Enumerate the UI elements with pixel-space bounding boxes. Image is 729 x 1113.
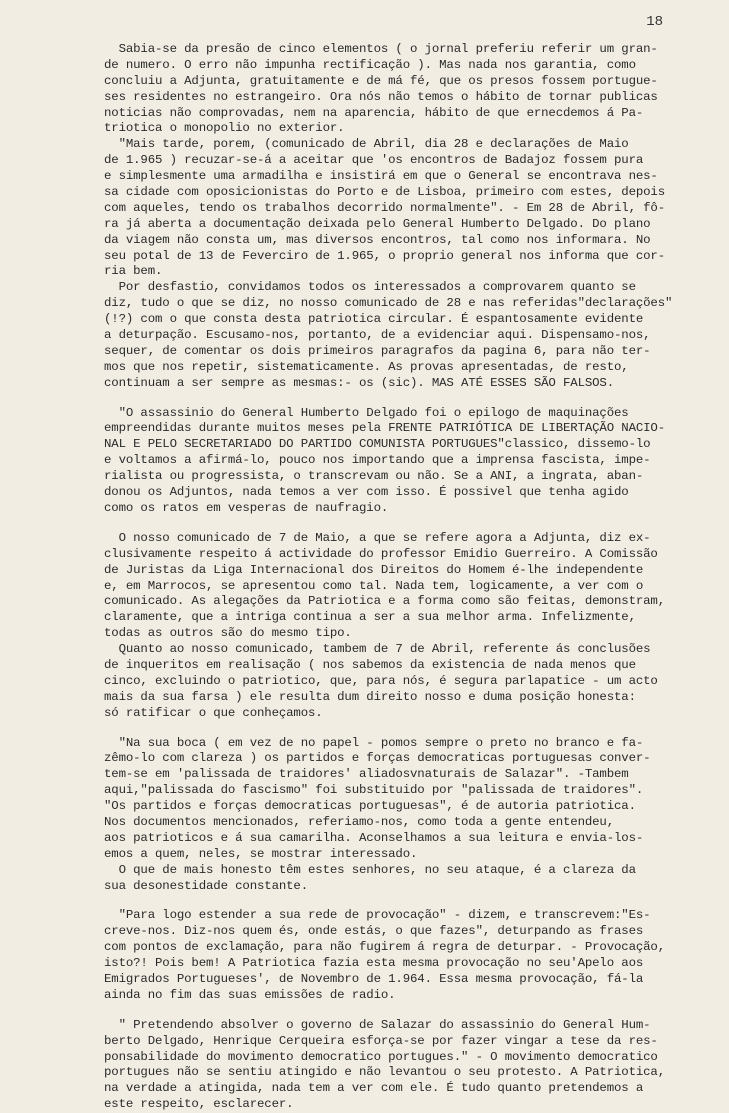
text-line: todas as outros são do mesmo tipo. <box>104 626 352 641</box>
paragraph-gap <box>104 722 689 736</box>
text-line: mais da sua farsa ) ele resulta dum direito nosso e duma posição honesta: <box>104 689 636 704</box>
text-line: cinco, excluindo o patriotico, que, para nós, é segura parlapatice - um acto <box>104 673 658 688</box>
paragraph-gap <box>104 392 689 406</box>
text-line: sequer, de comentar os dois primeiros paragrafos da pagina 6, para não ter- <box>104 343 651 358</box>
text-line: ses residentes no estrangeiro. Ora nós não temos o hábito de tornar publicas <box>104 89 658 104</box>
text-line: O nosso comunicado de 7 de Maio, a que se refere agora a Adjunta, diz ex- <box>104 530 651 545</box>
text-line: continuam a ser sempre as mesmas:- os (sic). MAS ATÉ ESSES SÃO FALSOS. <box>104 375 614 390</box>
text-line: "Os partidos e forças democraticas portuguesas", é de autoria patriotica. <box>104 799 636 814</box>
text-line: " Pretendendo absolver o governo de Salazar do assassinio do General Hum- <box>104 1017 651 1032</box>
text-line: rialista ou progressista, o transcrevam ou não. Se a ANI, a ingrata, aban- <box>104 469 644 484</box>
text-line: diz, tudo o que se diz, no nosso comunicado de 28 e nas referidas"declarações" <box>104 296 673 311</box>
text-line: berto Delgado, Henrique Cerqueira esforça-se por fazer vingar a tese da res- <box>104 1033 658 1048</box>
text-line: Quanto ao nosso comunicado, tambem de 7 de Abril, referente ás conclusões <box>104 642 651 657</box>
text-line: Emigrados Portugueses', de Novembro de 1.964. Essa mesma provocação, fá-la <box>104 971 644 986</box>
text-line: Por desfastio, convidamos todos os interessados a comprovarem quanto se <box>104 280 636 295</box>
text-line: O que de mais honesto têm estes senhores, no seu ataque, é a clareza da <box>104 862 636 877</box>
text-line: donou os Adjuntos, nada temos a ver com isso. É possivel que tenha agido <box>104 485 629 500</box>
paragraph-gap <box>104 517 689 531</box>
text-line: de Juristas da Liga Internacional dos Direitos do Homem é-lhe independente <box>104 562 644 577</box>
paragraph <box>104 406 689 517</box>
text-line: e, em Marrocos, se apresentou como tal. Nada tem, logicamente, a ver com o <box>104 578 644 593</box>
text-line: (!?) com o que consta desta patriotica circular. É espantosamente evidente <box>104 312 644 327</box>
text-line: aos patrioticos e á sua camarilha. Aconselhamos a sua leitura e envia-los- <box>104 830 644 845</box>
text-line: e simplesmente uma armadilha e insistirá em que o General se encontrava nes- <box>104 169 658 184</box>
text-line: empreendidas durante muitos meses pela FRENTE PATRIÓTICA DE LIBERTAÇÃO NACIO- <box>104 421 665 436</box>
text-line: emos a quem, neles, se mostrar interessado. <box>104 846 418 861</box>
text-line: "Mais tarde, porem, (comunicado de Abril, dia 28 e declarações de Maio <box>104 137 629 152</box>
text-line: zêmo-lo com clareza ) os partidos e forças democraticas portuguesas conver- <box>104 751 651 766</box>
text-line: NAL E PELO SECRETARIADO DO PARTIDO COMUNISTA PORTUGUES"classico, dissemo-lo <box>104 437 651 452</box>
text-line: ria bem. <box>104 264 163 279</box>
paragraph <box>104 42 689 392</box>
text-line: noticias não comprovadas, nem na aparencia, hábito de que ernecdemos á Pa- <box>104 105 644 120</box>
text-line: de 1.965 ) recuzar-se-á a aceitar que 'os encontros de Badajoz fossem pura <box>104 153 644 168</box>
text-line: sa cidade com oposicionistas do Porto e de Lisboa, primeiro com estes, depois <box>104 185 665 200</box>
text-line: na verdade a atingida, nada tem a ver com ele. É tudo quanto pretendemos a <box>104 1081 644 1096</box>
text-line: "Na sua boca ( em vez de no papel - pomos sempre o preto no branco e fa- <box>104 735 644 750</box>
text-line: "Para logo estender a sua rede de provocação" - dizem, e transcrevem:"Es- <box>104 908 651 923</box>
text-line: ainda no fim das suas emissões de radio. <box>104 987 396 1002</box>
text-line: "O assassinio do General Humberto Delgado foi o epilogo de maquinações <box>104 405 629 420</box>
text-line: a deturpação. Escusamo-nos, portanto, de a evidenciar aqui. Dispensamo-nos, <box>104 328 651 343</box>
text-line: com aqueles, tendo os trabalhos decorrido normalmente". - Em 28 de Abril, fô- <box>104 200 665 215</box>
page-number: 18 <box>646 14 663 30</box>
text-line: e voltamos a afirmá-lo, pouco nos importando que a imprensa fascista, impe- <box>104 453 651 468</box>
text-line: tem-se em 'palissada de traidores' aliadosvnaturais de Salazar". -Tambem <box>104 767 629 782</box>
paragraph-gap <box>104 894 689 908</box>
text-line: Sabia-se da presão de cinco elementos ( o jornal preferiu referir um gran- <box>104 42 658 56</box>
text-line: aqui,"palissada do fascismo" foi substituido por "palissada de traidores". <box>104 783 644 798</box>
text-line: clusivamente respeito á actividade do professor Emidio Guerreiro. A Comissão <box>104 546 658 561</box>
text-line: como os ratos em vesperas de naufragio. <box>104 500 389 515</box>
paragraph <box>104 908 689 1003</box>
paragraph-gap <box>104 1004 689 1018</box>
paragraph <box>104 531 689 722</box>
text-line: creve-nos. Diz-nos quem és, onde estás, o que fazes", deturpando as frases <box>104 924 644 939</box>
text-line: de numero. O erro não impunha rectificação ). Mas nada nos garantia, como <box>104 57 636 72</box>
text-line: isto?! Pois bem! A Patriotica fazia esta mesma provocação no seu'Apelo aos <box>104 956 644 971</box>
text-line: de inqueritos em realisação ( nos sabemos da existencia de nada menos que <box>104 657 636 672</box>
text-line: ra já aberta a documentação deixada pelo General Humberto Delgado. Do plano <box>104 216 651 231</box>
text-line: sua desonestidade constante. <box>104 878 308 893</box>
text-line: seu potal de 13 de Feverciro de 1.965, o proprio general nos informa que cor- <box>104 248 665 263</box>
paragraph <box>104 1018 689 1113</box>
text-line: Nos documentos mencionados, referiamo-nos, como toda a gente entendeu, <box>104 814 614 829</box>
text-line: da viagem não consta um, mas diversos encontros, tal como nos informara. No <box>104 232 651 247</box>
text-line: portugues não se sentiu atingido e não levantou o seu protesto. A Patriotica, <box>104 1065 665 1080</box>
paragraph <box>104 736 689 895</box>
text-line: triotica o monopolio no exterior. <box>104 121 345 136</box>
text-line: com pontos de exclamação, para não fugirem á regra de deturpar. - Provocação, <box>104 940 665 955</box>
text-line: este respeito, esclarecer. <box>104 1097 294 1112</box>
document-body <box>104 42 689 1113</box>
text-line: comunicado. As alegações da Patriotica e a forma como são feitas, demonstram, <box>104 594 665 609</box>
text-line: concluiu a Adjunta, gratuitamente e de má fé, que os presos fossem portugue- <box>104 73 658 88</box>
text-line: só ratificar o que conheçamos. <box>104 705 323 720</box>
text-line: ponsabilidade do movimento democratico portugues." - O movimento democratico <box>104 1049 658 1064</box>
text-line: mos que nos repetir, sistematicamente. As provas apresentadas, de resto, <box>104 359 629 374</box>
text-line: claramente, que a intriga continua a ser a sua melhor arma. Infelizmente, <box>104 610 636 625</box>
